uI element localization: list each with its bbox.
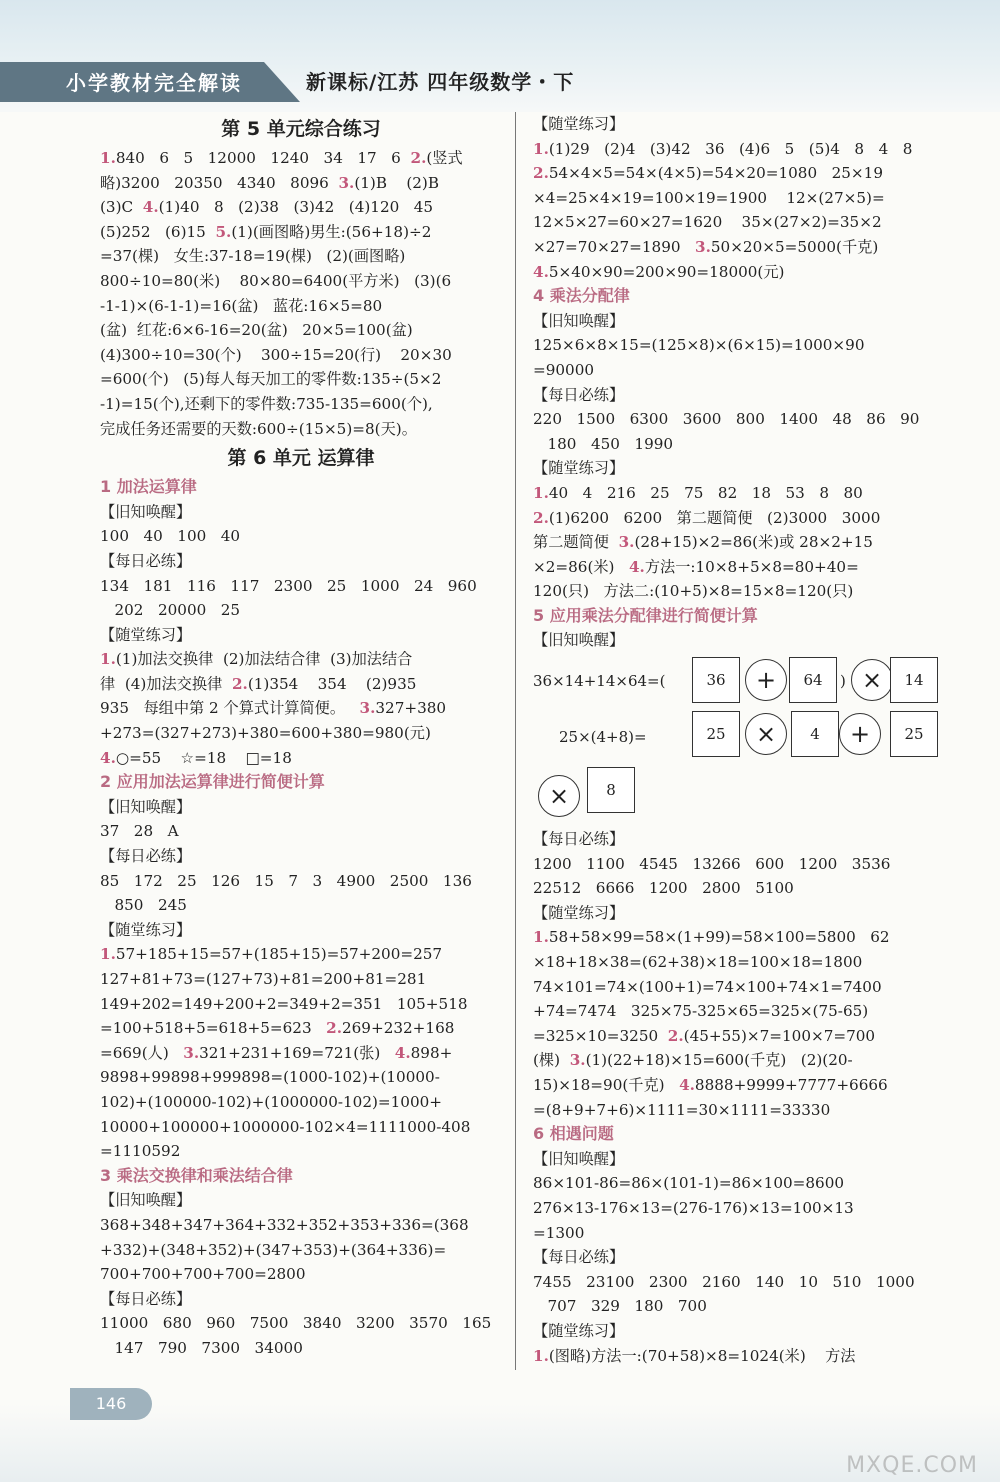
answer-text: =1110592 — [100, 1142, 181, 1161]
section-heading: 3 乘法交换律和乘法结合律 — [100, 1165, 293, 1185]
answer-line — [100, 1090, 502, 1115]
question-number: 2. — [533, 508, 549, 527]
diagram-box: 25 — [890, 711, 938, 757]
answer-line — [100, 1336, 502, 1361]
answer-text: +273=(327+273)+380=600+380=980(元) — [100, 724, 431, 743]
answer-line — [533, 1196, 943, 1221]
answer-text: +74=7474 325×75-325×65=325×(75-65) — [533, 1002, 869, 1021]
answer-line — [533, 999, 943, 1024]
answer-line — [100, 269, 502, 294]
answer-text: 15)×18=90(千克) — [533, 1076, 680, 1094]
exercise-label: 【随堂练习】 — [533, 459, 625, 478]
answer-text: 327+380 — [375, 699, 447, 718]
answer-text: ×2=86(米) — [533, 557, 629, 576]
answer-text: 37 28 A — [100, 822, 179, 841]
answer-text: =669(人) — [100, 1043, 184, 1062]
left-column — [100, 112, 502, 1361]
answer-line — [100, 417, 502, 442]
answer-text: 125×6×8×15=(125×8)×(6×15)=1000×90 — [533, 336, 865, 355]
unit-title: 第 6 单元 运算律 — [227, 447, 375, 470]
answer-text: 方法一:10×8+5×8=80+40= — [644, 557, 859, 576]
answer-line — [533, 1294, 943, 1319]
diagram-row1-prefix: 36×14+14×64=( — [533, 672, 666, 691]
answer-text: 120(只) 方法二:(10+5)×8=15×8=120(只) — [533, 582, 854, 601]
answer-line — [100, 343, 502, 368]
question-number: 4. — [394, 1043, 411, 1062]
answer-text: (1)40 8 (2)38 (3)42 (4)120 45 — [158, 198, 434, 217]
exercise-label: 【每日必练】 — [533, 830, 625, 849]
answer-text: (45+55)×7=100×7=700 — [683, 1026, 876, 1045]
question-number: 3. — [359, 699, 376, 718]
answer-line — [533, 1344, 943, 1369]
answer-line — [533, 333, 943, 358]
right-column — [533, 112, 943, 1368]
distributive-diagram-row3 — [533, 765, 943, 827]
answer-text: 147 790 7300 34000 — [100, 1338, 303, 1357]
answer-line — [100, 1115, 502, 1140]
answer-text: 800÷10=80(米) 80×80=6400(平方米) (3)(6 — [100, 271, 452, 290]
answer-text: (1)6200 6200 第二题简便 (2)3000 3000 — [548, 508, 881, 527]
answer-line — [100, 244, 502, 269]
diagram-box: 25 — [692, 711, 740, 757]
answer-line — [100, 1262, 502, 1287]
answer-line — [533, 950, 943, 975]
answer-text: 127+81+73=(127+73)+81=200+81=281 — [100, 970, 427, 988]
question-number: 2. — [533, 164, 549, 183]
answer-line — [533, 1221, 943, 1246]
answer-text: (1)B (2)B — [354, 173, 440, 192]
question-number: 3. — [569, 1051, 586, 1070]
distributive-diagram-row2 — [533, 709, 943, 765]
answer-line — [533, 137, 943, 162]
answer-text: 11000 680 960 7500 3840 3200 3570 165 — [100, 1314, 492, 1333]
answer-line — [100, 869, 502, 894]
question-number: 1. — [533, 1346, 549, 1365]
answer-line — [533, 186, 943, 211]
plus-circle: + — [745, 659, 787, 701]
answer-text: =1300 — [533, 1223, 585, 1242]
answer-line — [100, 195, 502, 220]
answer-line — [533, 555, 943, 580]
watermark-logo: MXQE.COM — [846, 1453, 978, 1478]
answer-line — [100, 171, 502, 196]
answer-line — [100, 992, 502, 1017]
answer-text: (竖式 — [426, 149, 463, 167]
answer-text: (4)300÷10=30(个) 300÷15=20(行) 20×30 — [100, 345, 452, 364]
unit-title: 第 5 单元综合练习 — [221, 118, 381, 140]
answer-line — [533, 1171, 943, 1196]
answer-text: (图略)方法一:(70+58)×8=1024(米) 方法 — [548, 1346, 856, 1365]
answer-line — [100, 574, 502, 599]
answer-text: 8888+9999+7777+6666 — [694, 1076, 888, 1094]
answer-line — [100, 318, 502, 343]
exercise-label: 【每日必练】 — [533, 385, 625, 404]
answer-line — [533, 432, 943, 457]
times-circle: × — [851, 659, 893, 701]
answer-text: (棵) — [533, 1051, 570, 1070]
exercise-label: 【随堂练习】 — [533, 115, 625, 133]
question-number: 4. — [100, 748, 116, 767]
question-number: 3. — [183, 1043, 200, 1062]
answer-line — [533, 210, 943, 235]
exercise-label: 【随堂练习】 — [100, 625, 192, 644]
answer-text: ×4=25×4×19=100×19=1900 12×(27×5)= — [533, 188, 885, 207]
exercise-label: 【每日必练】 — [533, 1248, 625, 1267]
section-heading: 6 相遇问题 — [533, 1124, 614, 1144]
answer-text: =37(棵) 女生:37-18=19(棵) (2)(画图略) — [100, 247, 406, 266]
answer-text: 276×13-176×13=(276-176)×13=100×13 — [533, 1198, 854, 1217]
diagram-box: 14 — [890, 657, 938, 703]
diagram-box: 36 — [692, 657, 740, 703]
answer-line — [100, 1238, 502, 1263]
answer-line — [100, 672, 502, 697]
answer-text: =600(个) (5)每人每天加工的零件数:135÷(5×2 — [100, 370, 442, 389]
answer-line — [100, 1311, 502, 1336]
answer-text: 368+348+347+364+332+352+353+336=(368 — [100, 1215, 469, 1234]
book-title: 小学教材完全解读 — [66, 71, 242, 95]
answer-line — [100, 1041, 502, 1066]
answer-line — [100, 647, 502, 672]
answer-text: 12×5×27=60×27=1620 35×(27×2)=35×2 — [533, 213, 882, 232]
answer-text: 7455 23100 2300 2160 140 10 510 1000 — [533, 1272, 915, 1291]
answer-text: 40 4 216 25 75 82 18 53 8 80 — [548, 483, 863, 502]
question-number: 2. — [326, 1019, 342, 1038]
answer-text: 102)+(100000-102)+(1000000-102)=1000+ — [100, 1092, 443, 1111]
answer-text: 149+202=149+200+2=349+2=351 105+518 — [100, 994, 468, 1013]
exercise-label: 【每日必练】 — [100, 551, 192, 570]
question-number: 3. — [695, 237, 711, 256]
exercise-label: 【每日必练】 — [100, 847, 192, 866]
question-number: 2. — [667, 1026, 684, 1045]
answer-line — [533, 1048, 943, 1073]
answer-line — [533, 1098, 943, 1123]
answer-text: 220 1500 6300 3600 800 1400 48 86 90 — [533, 410, 920, 429]
answer-line — [533, 260, 943, 285]
times-circle: × — [745, 713, 787, 755]
answer-line — [533, 876, 943, 901]
answer-text: 第二题简便 — [533, 533, 619, 552]
answer-line — [533, 407, 943, 432]
plus-circle: + — [839, 713, 881, 755]
answer-text: (1)29 (2)4 (3)42 36 (4)6 5 (5)4 8 4 8 — [548, 139, 913, 158]
answer-line — [100, 294, 502, 319]
answer-line — [100, 696, 502, 721]
diagram-box: 4 — [791, 711, 839, 757]
question-number: 2. — [231, 674, 248, 693]
exercise-label: 【随堂练习】 — [533, 903, 625, 922]
answer-line — [100, 367, 502, 392]
series-label: 新课标/江苏 四年级数学・下 — [306, 70, 575, 94]
question-number: 3. — [338, 173, 355, 192]
times-circle: × — [538, 775, 580, 817]
answer-text: -1-1)×(6-1-1)=16(盆) 蓝花:16×5=80 — [100, 296, 383, 315]
answer-line — [533, 358, 943, 383]
answer-line — [100, 598, 502, 623]
answer-text: (5)252 (6)15 — [100, 222, 216, 241]
answer-line — [100, 746, 502, 771]
question-number: 4. — [142, 198, 159, 217]
answer-text: (28+15)×2=86(米)或 28×2+15 — [634, 533, 873, 552]
diagram-box: 8 — [587, 767, 635, 813]
answer-text: 10000+100000+1000000-102×4=1111000-408 — [100, 1117, 471, 1136]
answer-text: =325×10=3250 — [533, 1026, 668, 1045]
answer-line — [533, 161, 943, 186]
answer-line — [533, 579, 943, 604]
answer-line — [100, 1139, 502, 1164]
distributive-diagram-row1 — [533, 653, 943, 709]
answer-text: 22512 6666 1200 2800 5100 — [533, 879, 794, 898]
section-heading: 1 加法运算律 — [100, 477, 197, 497]
answer-line — [100, 392, 502, 417]
answer-text: 74×101=74×(100+1)=74×100+74×1=7400 — [533, 977, 882, 996]
answer-text: 700+700+700+700=2800 — [100, 1265, 306, 1284]
answer-text: (1)加法交换律 (2)加法结合律 (3)加法结合 — [115, 650, 413, 669]
question-number: 1. — [533, 928, 549, 947]
answer-text: ×18+18×38=(62+38)×18=100×18=1800 — [533, 953, 863, 972]
answer-text: 5×40×90=200×90=18000(元) — [548, 262, 785, 281]
question-number: 4. — [628, 557, 645, 576]
answer-line — [100, 942, 502, 967]
answer-line — [533, 1073, 943, 1098]
column-divider — [515, 112, 516, 1370]
answer-text: 180 450 1990 — [533, 434, 674, 453]
section-heading: 4 乘法分配律 — [533, 286, 630, 306]
answer-line — [100, 220, 502, 245]
question-number: 1. — [100, 149, 116, 167]
answer-text: 898+ — [410, 1043, 453, 1062]
answer-text: 850 245 — [100, 896, 187, 915]
answer-text: 840 6 5 12000 1240 34 17 6 — [115, 149, 411, 167]
answer-text: 134 181 116 117 2300 25 1000 24 960 — [100, 576, 477, 595]
answer-line — [100, 721, 502, 746]
question-number: 1. — [100, 650, 116, 669]
answer-text: 707 329 180 700 — [533, 1297, 707, 1316]
answer-line — [100, 1065, 502, 1090]
answer-line — [533, 481, 943, 506]
question-number: 1. — [100, 945, 116, 964]
answer-line — [533, 506, 943, 531]
answer-line — [100, 1016, 502, 1041]
section-heading: 2 应用加法运算律进行简便计算 — [100, 772, 325, 792]
page-number: 146 — [70, 1388, 152, 1420]
answer-text: 935 每组中第 2 个算式计算简便。 — [100, 699, 360, 718]
answer-text: ○=55 ☆=18 □=18 — [115, 748, 292, 767]
question-number: 5. — [215, 222, 232, 241]
answer-text: 269+232+168 — [341, 1019, 455, 1038]
exercise-label: 【旧知唤醒】 — [100, 502, 192, 521]
right-column-bottom — [533, 827, 943, 1368]
answer-text: 54×4×5=54×(4×5)=54×20=1080 25×19 — [548, 164, 883, 183]
answer-text: +332)+(348+352)+(347+353)+(364+336)= — [100, 1240, 447, 1259]
answer-line — [100, 1213, 502, 1238]
answer-text: =100+518+5=618+5=623 — [100, 1019, 327, 1038]
answer-text: =(8+9+7+6)×1111=30×1111=33330 — [533, 1100, 831, 1119]
answer-line — [533, 1024, 943, 1049]
answer-text: 律 (4)加法交换律 — [100, 674, 232, 693]
answer-line — [533, 852, 943, 877]
answer-line — [100, 893, 502, 918]
answer-text: (1)354 354 (2)935 — [247, 674, 417, 693]
answer-text: 57+185+15=57+(185+15)=57+200=257 — [115, 945, 443, 964]
answer-text: 1200 1100 4545 13266 600 1200 3536 — [533, 854, 891, 873]
exercise-label: 【随堂练习】 — [533, 1321, 625, 1340]
answer-line — [100, 967, 502, 992]
answer-text: 略)3200 20350 4340 8096 — [100, 173, 339, 192]
answer-text: =90000 — [533, 360, 595, 379]
answer-text: 9898+99898+999898=(1000-102)+(10000- — [100, 1068, 440, 1087]
answer-text: (1)(22+18)×15=600(千克) (2)(20- — [585, 1051, 853, 1070]
answer-text: 58+58×99=58×(1+99)=58×100=5800 62 — [548, 928, 890, 947]
question-number: 4. — [533, 262, 549, 281]
answer-text: 100 40 100 40 — [100, 527, 241, 546]
answer-line — [100, 524, 502, 549]
exercise-label: 【旧知唤醒】 — [533, 631, 625, 650]
answer-line — [100, 819, 502, 844]
answer-line — [533, 1270, 943, 1295]
answer-line — [533, 975, 943, 1000]
answer-text: (盆) 红花:6×6-16=20(盆) 20×5=100(盆) — [100, 321, 413, 340]
question-number: 3. — [618, 533, 635, 552]
exercise-label: 【旧知唤醒】 — [100, 797, 192, 816]
question-number: 4. — [679, 1076, 695, 1094]
exercise-label: 【每日必练】 — [100, 1289, 192, 1308]
question-number: 1. — [533, 139, 549, 158]
question-number: 2. — [410, 149, 427, 167]
answer-text: 321+231+169=721(张) — [199, 1043, 395, 1062]
answer-text: 202 20000 25 — [100, 601, 241, 620]
answer-text: (3)C — [100, 198, 143, 217]
answer-text: 85 172 25 126 15 7 3 4900 2500 136 — [100, 871, 472, 890]
question-number: 1. — [533, 483, 549, 502]
answer-line — [100, 146, 502, 171]
answer-text: 86×101-86=86×(101-1)=86×100=8600 — [533, 1174, 845, 1193]
exercise-label: 【旧知唤醒】 — [533, 311, 625, 330]
answer-line — [533, 925, 943, 950]
diagram-box: 64 — [789, 657, 837, 703]
diagram-close-paren: ) — [840, 672, 846, 691]
answer-text: 完成任务还需要的天数:600÷(15×5)=8(天)。 — [100, 419, 417, 438]
answer-text: 50×20×5=5000(千克) — [710, 237, 879, 256]
answer-text: -1)=15(个),还剩下的零件数:735-135=600(个), — [100, 394, 433, 413]
exercise-label: 【随堂练习】 — [100, 920, 192, 939]
exercise-label: 【旧知唤醒】 — [533, 1149, 625, 1168]
answer-line — [533, 235, 943, 260]
answer-text: ×27=70×27=1890 — [533, 237, 696, 256]
right-column-top — [533, 112, 943, 653]
answer-text: (1)(画图略)男生:(56+18)÷2 — [231, 222, 432, 241]
answer-line — [533, 530, 943, 555]
diagram-row2-prefix: 25×(4+8)= — [559, 728, 647, 747]
exercise-label: 【旧知唤醒】 — [100, 1191, 192, 1210]
section-heading: 5 应用乘法分配律进行简便计算 — [533, 605, 758, 625]
